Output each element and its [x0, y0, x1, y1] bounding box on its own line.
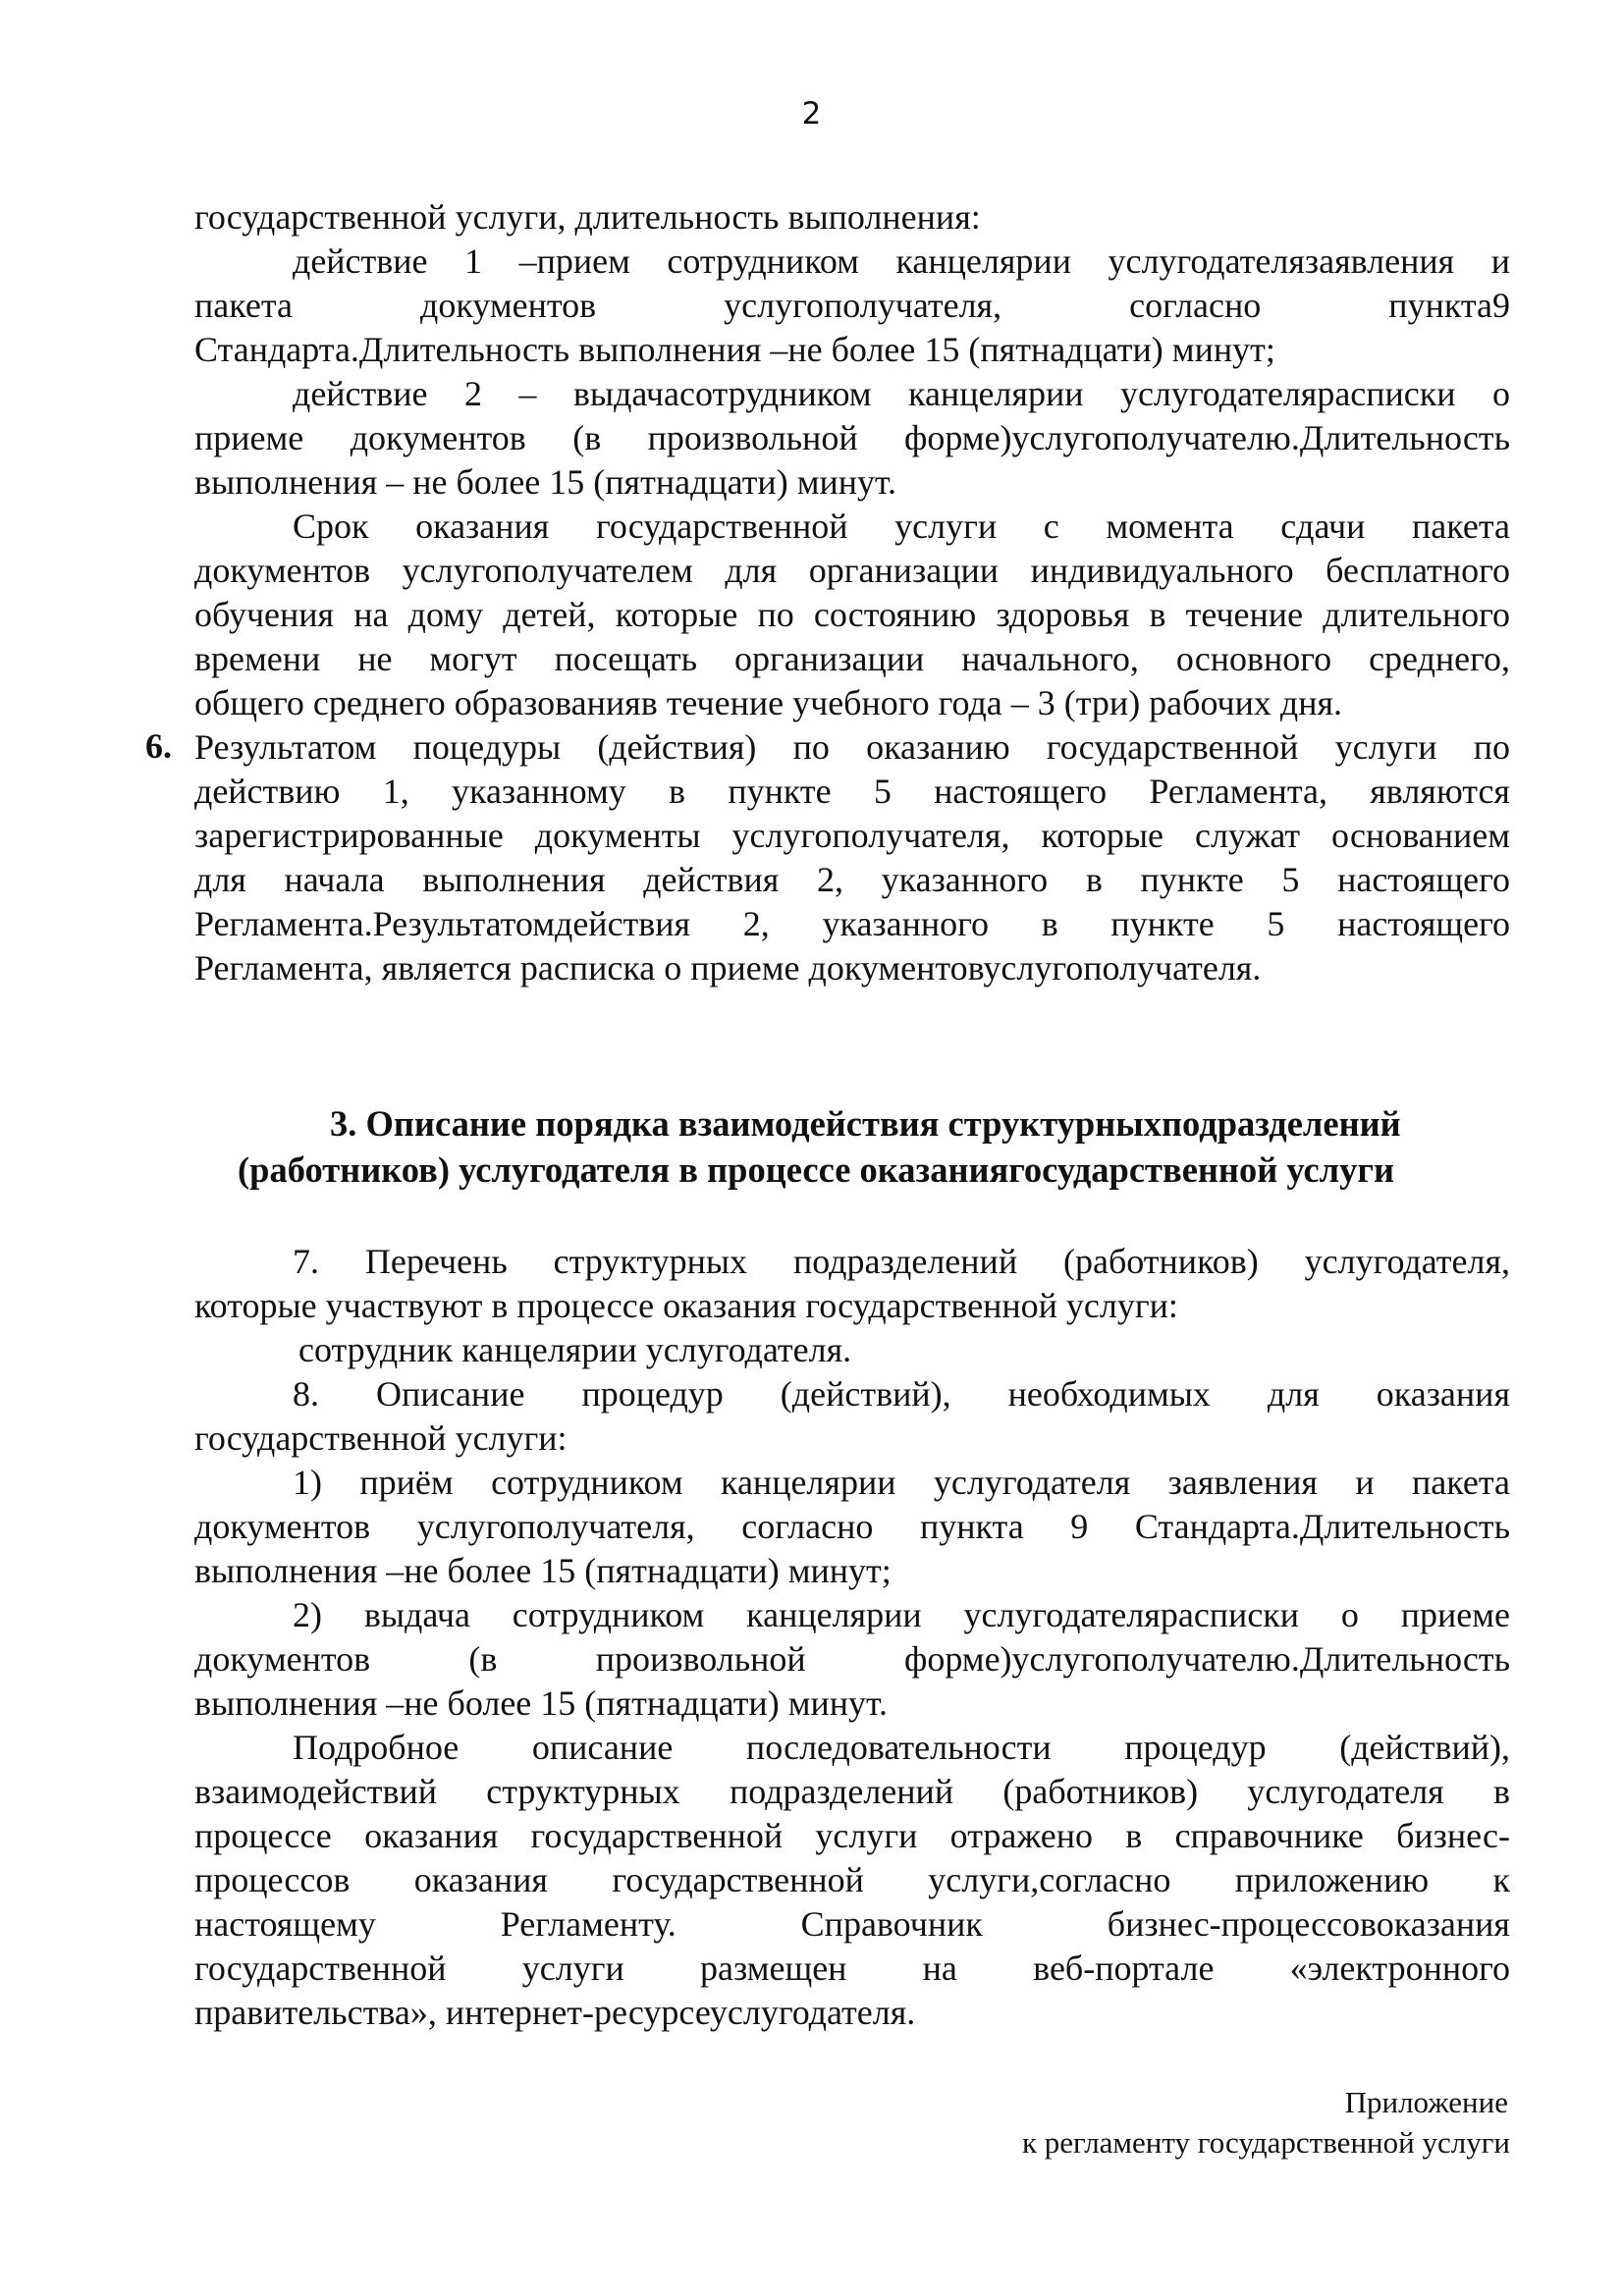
- paragraph-duration-heading: [194, 195, 1510, 240]
- paragraph-action-1: [194, 240, 1510, 372]
- text-line: 2) выдача сотрудником канцелярии услугодателярасписки о приеме: [293, 1595, 1510, 1634]
- text-line: процессе оказания государственной услуги отражено в справочнике бизнес-: [194, 1816, 1510, 1855]
- text-line: настоящему Регламенту. Справочник бизнес-процессовоказания: [194, 1904, 1510, 1944]
- text-line: Подробное описание последовательности процедур (действий),: [293, 1728, 1510, 1767]
- text-line: действие 2 – выдачасотрудником канцелярии услугодателярасписки о: [293, 374, 1510, 413]
- text-line: правительства», интернет-ресурсеуслугодателя.: [194, 1993, 916, 2032]
- item-number: 6.: [145, 726, 172, 766]
- text-line: документов услугополучателя, согласно пункта 9 Стандарта.Длительность: [194, 1507, 1510, 1546]
- paragraph-service-term: [194, 505, 1510, 725]
- page-number: 2: [801, 96, 822, 132]
- text-line: выполнения – не более 15 (пятнадцати) минут.: [194, 462, 897, 502]
- list-item-7: [194, 1240, 1510, 1372]
- document-body: [145, 195, 1510, 2163]
- text-line: 8. Описание процедур (действий), необходимых для оказания: [293, 1374, 1510, 1414]
- text-line: процессов оказания государственной услуги,согласно приложению к: [194, 1860, 1510, 1899]
- text-line: времени не могут посещать организации начального, основного среднего,: [194, 639, 1510, 678]
- appendix-note: [194, 2082, 1510, 2163]
- text-line: общего среднего образованияв течение учебного года – 3 (три) рабочих дня.: [194, 683, 1343, 722]
- text-line: которые участвуют в процессе оказания государственной услуги:: [194, 1286, 1178, 1325]
- text-line: Срок оказания государственной услуги с момента сдачи пакета: [293, 507, 1510, 546]
- text-line: взаимодействий структурных подразделений (работников) услугодателя в: [194, 1772, 1510, 1811]
- paragraph-action-2: [194, 372, 1510, 505]
- text-line: государственной услуги:: [194, 1418, 568, 1458]
- text-line: сотрудник канцелярии услугодателя.: [298, 1330, 852, 1369]
- list-item-6: [145, 725, 1510, 990]
- text-line: документов услугополучателем для организации индивидуального бесплатного: [194, 551, 1510, 590]
- text-line: Результатом поцедуры (действия) по оказанию государственной услуги по: [194, 727, 1510, 767]
- text-line: выполнения –не более 15 (пятнадцати) минут;: [194, 1551, 892, 1590]
- text-line: обучения на дому детей, которые по состоянию здоровья в течение длительного: [194, 595, 1510, 634]
- section-heading: [194, 1100, 1510, 1193]
- list-item-8: [194, 1372, 1510, 2035]
- text-line: зарегистрированные документы услугополучателя, которые служат основанием: [194, 816, 1510, 855]
- text-line: 1) приём сотрудником канцелярии услугодателя заявления и пакета: [293, 1463, 1510, 1502]
- appendix-subtitle: к регламенту государственной услуги: [1021, 2125, 1510, 2160]
- text-line: пакета документов услугополучателя, согласно пункта9: [194, 286, 1510, 325]
- text-line: государственной услуги, длительность выполнения:: [194, 197, 981, 237]
- appendix-title: Приложение: [1344, 2085, 1508, 2119]
- text-line: действию 1, указанному в пункте 5 настоящего Регламента, являются: [194, 772, 1510, 811]
- text-line: Регламента, является расписка о приеме документовуслугополучателя.: [194, 948, 1262, 988]
- text-line: государственной услуги размещен на веб-портале «электронного: [194, 1949, 1510, 1988]
- text-line: Регламента.Результатомдействия 2, указанного в пункте 5 настоящего: [194, 904, 1510, 943]
- text-line: 7. Перечень структурных подразделений (работников) услугодателя,: [293, 1242, 1510, 1281]
- text-line: приеме документов (в произвольной форме)услугополучателю.Длительность: [194, 418, 1510, 457]
- text-line: действие 1 –прием сотрудником канцелярии услугодателязаявления и: [293, 241, 1510, 281]
- text-line: документов (в произвольной форме)услугополучателю.Длительность: [194, 1639, 1510, 1679]
- text-line: выполнения –не более 15 (пятнадцати) минут.: [194, 1683, 889, 1723]
- text-line: для начала выполнения действия 2, указанного в пункте 5 настоящего: [194, 860, 1510, 899]
- text-line: Стандарта.Длительность выполнения –не более 15 (пятнадцати) минут;: [194, 330, 1275, 369]
- heading-line: (работников) услугодателя в процессе оказаниягосударственной услуги: [238, 1149, 1395, 1190]
- heading-line: 3. Описание порядка взаимодействия структурныхподразделений: [330, 1103, 1401, 1144]
